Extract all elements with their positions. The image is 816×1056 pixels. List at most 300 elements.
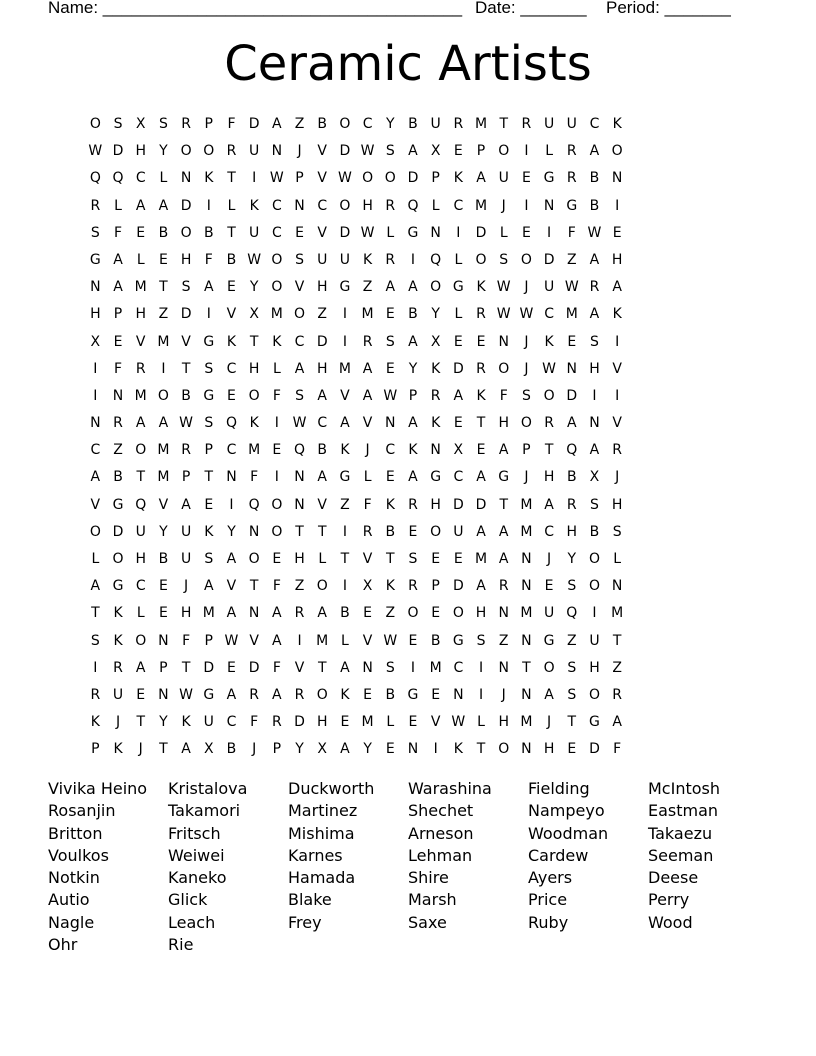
grid-letter: S	[90, 632, 100, 649]
grid-letter: H	[180, 251, 192, 268]
grid-letter: O	[180, 224, 192, 241]
grid-letter: J	[615, 469, 620, 486]
grid-letter: K	[363, 251, 373, 268]
grid-row	[84, 658, 629, 685]
word-list-item: Takaezu	[648, 823, 713, 843]
grid-letter: M	[248, 442, 261, 459]
word-list-item: Duckworth	[288, 779, 375, 798]
grid-letter: C	[90, 442, 101, 459]
grid-letter: W	[496, 279, 511, 296]
grid-letter: M	[611, 605, 624, 622]
grid-letter: Q	[566, 605, 578, 622]
grid-letter: Y	[227, 523, 236, 540]
grid-letter: A	[589, 251, 600, 268]
grid-letter: D	[316, 333, 328, 350]
grid-letter: T	[204, 469, 214, 486]
grid-letter: V	[340, 387, 350, 404]
grid-letter: W	[519, 306, 534, 323]
grid-letter: Z	[317, 306, 328, 323]
grid-letter: D	[339, 224, 351, 241]
grid-letter: N	[589, 415, 600, 432]
grid-letter: O	[362, 170, 374, 187]
grid-letter: J	[524, 469, 529, 486]
grid-letter: S	[204, 415, 214, 432]
grid-letter: R	[135, 360, 146, 377]
word-list-item: Weiwei	[168, 845, 225, 865]
grid-letter: N	[430, 224, 441, 241]
grid-letter: S	[385, 333, 395, 350]
word-list-item: Karnes	[288, 845, 343, 865]
grid-letter: H	[294, 551, 305, 567]
grid-letter: A	[612, 714, 622, 731]
grid-letter: A	[498, 551, 509, 567]
grid-letter: H	[589, 360, 600, 377]
grid-letter: O	[407, 605, 419, 622]
grid-row	[84, 576, 629, 603]
grid-letter: A	[317, 605, 327, 622]
grid-row	[84, 114, 629, 141]
grid-letter: O	[339, 197, 351, 214]
grid-letter: C	[453, 197, 464, 214]
grid-letter: A	[272, 686, 282, 703]
grid-letter: I	[410, 251, 416, 268]
grid-letter: P	[476, 143, 486, 160]
word-list	[48, 778, 768, 956]
grid-letter: A	[589, 306, 600, 323]
grid-letter: B	[181, 387, 191, 404]
grid-letter: A	[135, 415, 146, 432]
grid-letter: H	[316, 279, 328, 296]
grid-letter: K	[340, 442, 350, 459]
grid-letter: A	[566, 415, 577, 432]
grid-letter: N	[611, 170, 623, 187]
grid-letter: T	[136, 469, 145, 486]
grid-letter: A	[181, 496, 191, 513]
grid-letter: V	[317, 170, 327, 187]
grid-letter: R	[294, 605, 305, 622]
word-list-item: Cardew	[528, 845, 589, 865]
grid-letter: I	[297, 632, 302, 649]
grid-letter: W	[179, 686, 194, 703]
grid-letter: N	[112, 387, 124, 404]
grid-letter: A	[90, 469, 101, 486]
grid-letter: C	[135, 578, 146, 595]
grid-letter: E	[158, 578, 168, 595]
grid-letter: H	[566, 523, 578, 540]
grid-letter: N	[566, 360, 578, 377]
grid-letter: Y	[363, 741, 372, 758]
grid-letter: L	[136, 251, 145, 268]
grid-row	[84, 250, 629, 277]
grid-letter: G	[89, 251, 101, 268]
grid-letter: K	[204, 523, 214, 540]
grid-letter: L	[613, 551, 622, 567]
grid-letter: I	[433, 741, 438, 758]
grid-letter: M	[565, 306, 578, 323]
grid-letter: R	[408, 496, 418, 513]
grid-letter: J	[184, 578, 189, 595]
grid-letter: T	[91, 605, 100, 622]
grid-letter: O	[89, 116, 101, 132]
word-list-item: Ohr	[48, 935, 78, 955]
grid-letter: I	[93, 659, 98, 676]
word-list-item: Fritsch	[168, 823, 221, 843]
grid-letter: G	[452, 632, 464, 649]
grid-letter: K	[272, 333, 282, 350]
grid-letter: W	[179, 415, 194, 432]
grid-letter: M	[361, 306, 374, 323]
word-list-item: Leach	[168, 912, 216, 932]
grid-letter: R	[271, 714, 282, 731]
grid-letter: R	[113, 415, 123, 432]
grid-letter: K	[431, 415, 441, 432]
grid-letter: K	[226, 333, 237, 350]
grid-letter: E	[567, 333, 577, 350]
grid-letter: L	[386, 714, 395, 731]
grid-letter: L	[159, 170, 168, 187]
grid-letter: R	[362, 523, 373, 540]
grid-letter: T	[340, 551, 350, 567]
grid-letter: E	[385, 469, 395, 486]
grid-letter: A	[498, 442, 509, 459]
grid-letter: A	[612, 279, 622, 296]
grid-letter: E	[521, 170, 531, 187]
grid-letter: H	[589, 659, 600, 676]
grid-letter: K	[181, 714, 191, 731]
word-list-item: Rie	[168, 935, 194, 955]
grid-letter: E	[453, 551, 463, 567]
word-list-item: Mishima	[288, 823, 355, 843]
grid-letter: L	[227, 197, 236, 214]
grid-letter: Z	[294, 578, 305, 595]
grid-letter: A	[272, 116, 282, 132]
grid-letter: G	[407, 686, 419, 703]
grid-letter: I	[342, 306, 347, 323]
word-list-item: Marsh	[408, 890, 457, 910]
grid-letter: N	[521, 632, 532, 649]
grid-letter: A	[453, 387, 464, 404]
grid-letter: D	[452, 360, 464, 377]
grid-letter: T	[136, 714, 145, 731]
grid-row	[84, 168, 629, 195]
grid-letter: T	[499, 116, 508, 132]
grid-letter: O	[430, 523, 442, 540]
grid-letter: N	[498, 333, 509, 350]
grid-letter: A	[317, 469, 327, 486]
grid-letter: K	[249, 415, 259, 432]
grid-letter: U	[566, 116, 577, 132]
grid-letter: P	[204, 442, 213, 459]
grid-letter: S	[590, 496, 599, 513]
grid-letter: Q	[112, 170, 124, 187]
grid-letter: Z	[158, 306, 169, 323]
grid-letter: L	[499, 224, 508, 241]
grid-letter: H	[362, 197, 373, 214]
grid-letter: H	[611, 496, 623, 513]
grid-letter: V	[226, 306, 237, 323]
word-list-item: Glick	[168, 890, 208, 910]
grid-letter: T	[249, 578, 259, 595]
grid-letter: A	[340, 741, 350, 758]
grid-letter: B	[317, 116, 328, 132]
grid-letter: O	[520, 251, 532, 268]
grid-letter: A	[226, 605, 237, 622]
word-list-item: Martinez	[288, 801, 358, 821]
grid-letter: S	[476, 632, 486, 649]
grid-letter: X	[430, 143, 441, 160]
grid-letter: I	[342, 578, 347, 595]
grid-letter: W	[360, 143, 375, 160]
grid-letter: L	[318, 551, 327, 567]
grid-letter: O	[588, 578, 600, 595]
word-list-item: Shire	[408, 868, 449, 888]
grid-letter: O	[543, 387, 555, 404]
grid-letter: B	[589, 197, 600, 214]
grid-letter: B	[430, 632, 441, 649]
grid-letter: O	[248, 387, 260, 404]
grid-letter: E	[612, 224, 622, 241]
period-field-label: Period: _______	[606, 0, 731, 17]
grid-letter: J	[501, 197, 506, 214]
grid-letter: O	[498, 741, 510, 758]
grid-letter: S	[90, 224, 100, 241]
grid-letter: C	[453, 659, 464, 676]
grid-letter: K	[431, 360, 441, 377]
grid-letter: K	[408, 442, 418, 459]
grid-letter: D	[112, 143, 124, 160]
grid-letter: C	[226, 442, 237, 459]
grid-letter: M	[474, 116, 488, 132]
grid-letter: E	[453, 333, 463, 350]
grid-letter: J	[524, 333, 529, 350]
grid-letter: O	[271, 279, 283, 296]
grid-letter: P	[431, 170, 440, 187]
grid-letter: U	[543, 605, 555, 622]
grid-letter: W	[292, 415, 307, 432]
grid-letter: S	[204, 360, 214, 377]
grid-letter: A	[589, 143, 600, 160]
grid-letter: P	[91, 741, 100, 758]
grid-letter: M	[270, 306, 283, 323]
grid-letter: E	[272, 551, 282, 567]
grid-letter: S	[567, 686, 577, 703]
grid-letter: O	[203, 143, 215, 160]
grid-letter: L	[341, 632, 349, 649]
grid-letter: U	[430, 116, 441, 132]
grid-letter: V	[135, 333, 146, 350]
grid-letter: O	[498, 143, 510, 160]
grid-row	[84, 223, 629, 250]
grid-letter: L	[136, 605, 145, 622]
grid-letter: O	[611, 143, 623, 160]
grid-letter: B	[408, 306, 418, 323]
grid-letter: G	[339, 469, 351, 486]
grid-row	[84, 467, 629, 494]
grid-letter: X	[249, 306, 259, 323]
grid-letter: A	[408, 469, 418, 486]
grid-letter: D	[248, 659, 260, 676]
grid-letter: R	[90, 197, 101, 214]
grid-letter: X	[589, 469, 600, 486]
grid-letter: P	[408, 387, 418, 404]
grid-letter: Z	[566, 632, 577, 649]
grid-letter: P	[522, 442, 531, 459]
grid-letter: L	[272, 360, 281, 377]
grid-letter: W	[587, 224, 602, 241]
grid-letter: T	[499, 496, 508, 513]
grid-letter: S	[385, 659, 395, 676]
grid-letter: P	[204, 632, 213, 649]
grid-letter: A	[498, 523, 509, 540]
grid-letter: D	[180, 197, 192, 214]
grid-letter: L	[454, 306, 463, 323]
grid-letter: O	[135, 632, 147, 649]
grid-letter: R	[249, 686, 260, 703]
grid-letter: M	[429, 659, 442, 676]
grid-letter: M	[134, 387, 147, 404]
grid-row	[84, 522, 629, 549]
word-list-item: Kristalova	[168, 779, 248, 798]
grid-letter: V	[362, 632, 373, 649]
grid-letter: M	[520, 605, 533, 622]
grid-letter: H	[90, 306, 101, 323]
grid-letter: A	[408, 333, 418, 350]
grid-letter: N	[294, 197, 305, 214]
grid-letter: C	[589, 116, 600, 132]
grid-letter: O	[294, 306, 306, 323]
grid-letter: K	[453, 741, 463, 758]
grid-letter: G	[498, 469, 510, 486]
grid-letter: O	[316, 686, 328, 703]
grid-letter: P	[431, 578, 440, 595]
grid-letter: S	[567, 578, 577, 595]
grid-letter: F	[363, 496, 372, 513]
grid-letter: W	[383, 387, 398, 404]
grid-letter: E	[453, 415, 463, 432]
grid-letter: A	[408, 415, 418, 432]
grid-letter: F	[272, 659, 281, 676]
grid-letter: E	[385, 741, 395, 758]
grid-letter: A	[113, 279, 123, 296]
grid-letter: H	[498, 415, 509, 432]
grid-letter: Q	[407, 197, 419, 214]
grid-letter: J	[524, 279, 529, 296]
grid-letter: P	[113, 306, 123, 323]
grid-letter: B	[113, 469, 123, 486]
grid-letter: I	[592, 387, 597, 404]
grid-letter: U	[249, 224, 260, 241]
grid-letter: K	[476, 279, 486, 296]
grid-letter: O	[588, 551, 600, 567]
grid-letter: V	[317, 224, 327, 241]
grid-letter: S	[612, 523, 622, 540]
grid-letter: J	[547, 714, 552, 731]
grid-letter: E	[136, 686, 146, 703]
grid-letter: R	[566, 143, 577, 160]
grid-letter: M	[520, 714, 533, 731]
grid-letter: E	[272, 442, 282, 459]
grid-letter: L	[477, 714, 485, 731]
grid-letter: C	[271, 224, 282, 241]
grid-letter: Z	[612, 659, 622, 676]
grid-letter: T	[159, 279, 168, 296]
word-list-item: Shechet	[408, 801, 474, 821]
grid-letter: C	[453, 469, 464, 486]
grid-letter: Y	[159, 143, 168, 160]
grid-letter: E	[227, 659, 236, 676]
grid-letter: C	[271, 197, 282, 214]
grid-letter: B	[589, 523, 600, 540]
page-title: Ceramic Artists	[224, 36, 592, 92]
word-list-item: Fielding	[528, 779, 590, 798]
grid-letter: D	[203, 659, 215, 676]
grid-letter: N	[521, 551, 532, 567]
grid-letter: O	[384, 170, 396, 187]
grid-letter: F	[250, 469, 259, 486]
grid-letter: H	[248, 360, 260, 377]
grid-letter: E	[227, 387, 236, 404]
grid-letter: M	[316, 632, 329, 649]
grid-letter: J	[115, 714, 121, 731]
grid-letter: U	[203, 714, 214, 731]
grid-letter: W	[269, 170, 284, 187]
grid-letter: J	[547, 551, 552, 567]
grid-letter: P	[159, 659, 168, 676]
grid-letter: C	[226, 360, 237, 377]
grid-letter: R	[566, 170, 577, 187]
grid-letter: S	[385, 143, 395, 160]
word-list-item: Autio	[48, 890, 90, 910]
grid-letter: K	[476, 387, 486, 404]
grid-letter: D	[566, 387, 578, 404]
grid-letter: Q	[225, 415, 237, 432]
grid-letter: R	[476, 360, 486, 377]
grid-letter: U	[339, 251, 351, 268]
grid-letter: C	[544, 306, 554, 323]
word-list-item: Deese	[648, 868, 699, 888]
grid-letter: P	[204, 116, 213, 132]
word-list-item: Ruby	[528, 912, 569, 932]
grid-letter: M	[474, 197, 488, 214]
grid-letter: Y	[159, 714, 168, 731]
grid-letter: E	[453, 143, 463, 160]
grid-letter: X	[453, 442, 464, 459]
grid-letter: U	[543, 116, 555, 132]
grid-letter: W	[360, 224, 375, 241]
grid-letter: O	[271, 496, 283, 513]
grid-letter: I	[410, 659, 416, 676]
grid-letter: L	[545, 143, 553, 160]
grid-letter: X	[317, 741, 328, 758]
grid-letter: D	[112, 523, 124, 540]
word-list-item: Nampeyo	[528, 801, 605, 821]
grid-letter: V	[362, 415, 373, 432]
grid-letter: F	[114, 360, 123, 377]
grid-letter: A	[544, 686, 554, 703]
grid-letter: G	[203, 333, 215, 350]
word-list-item: Ayers	[528, 868, 573, 888]
grid-letter: U	[112, 686, 124, 703]
grid-letter: D	[589, 741, 600, 758]
grid-letter: H	[475, 605, 487, 622]
grid-letter: L	[91, 551, 100, 567]
grid-letter: O	[543, 659, 555, 676]
grid-letter: I	[274, 469, 279, 486]
grid-letter: Z	[385, 605, 396, 622]
grid-letter: S	[181, 279, 191, 296]
grid-letter: N	[294, 496, 305, 513]
grid-letter: O	[271, 251, 283, 268]
